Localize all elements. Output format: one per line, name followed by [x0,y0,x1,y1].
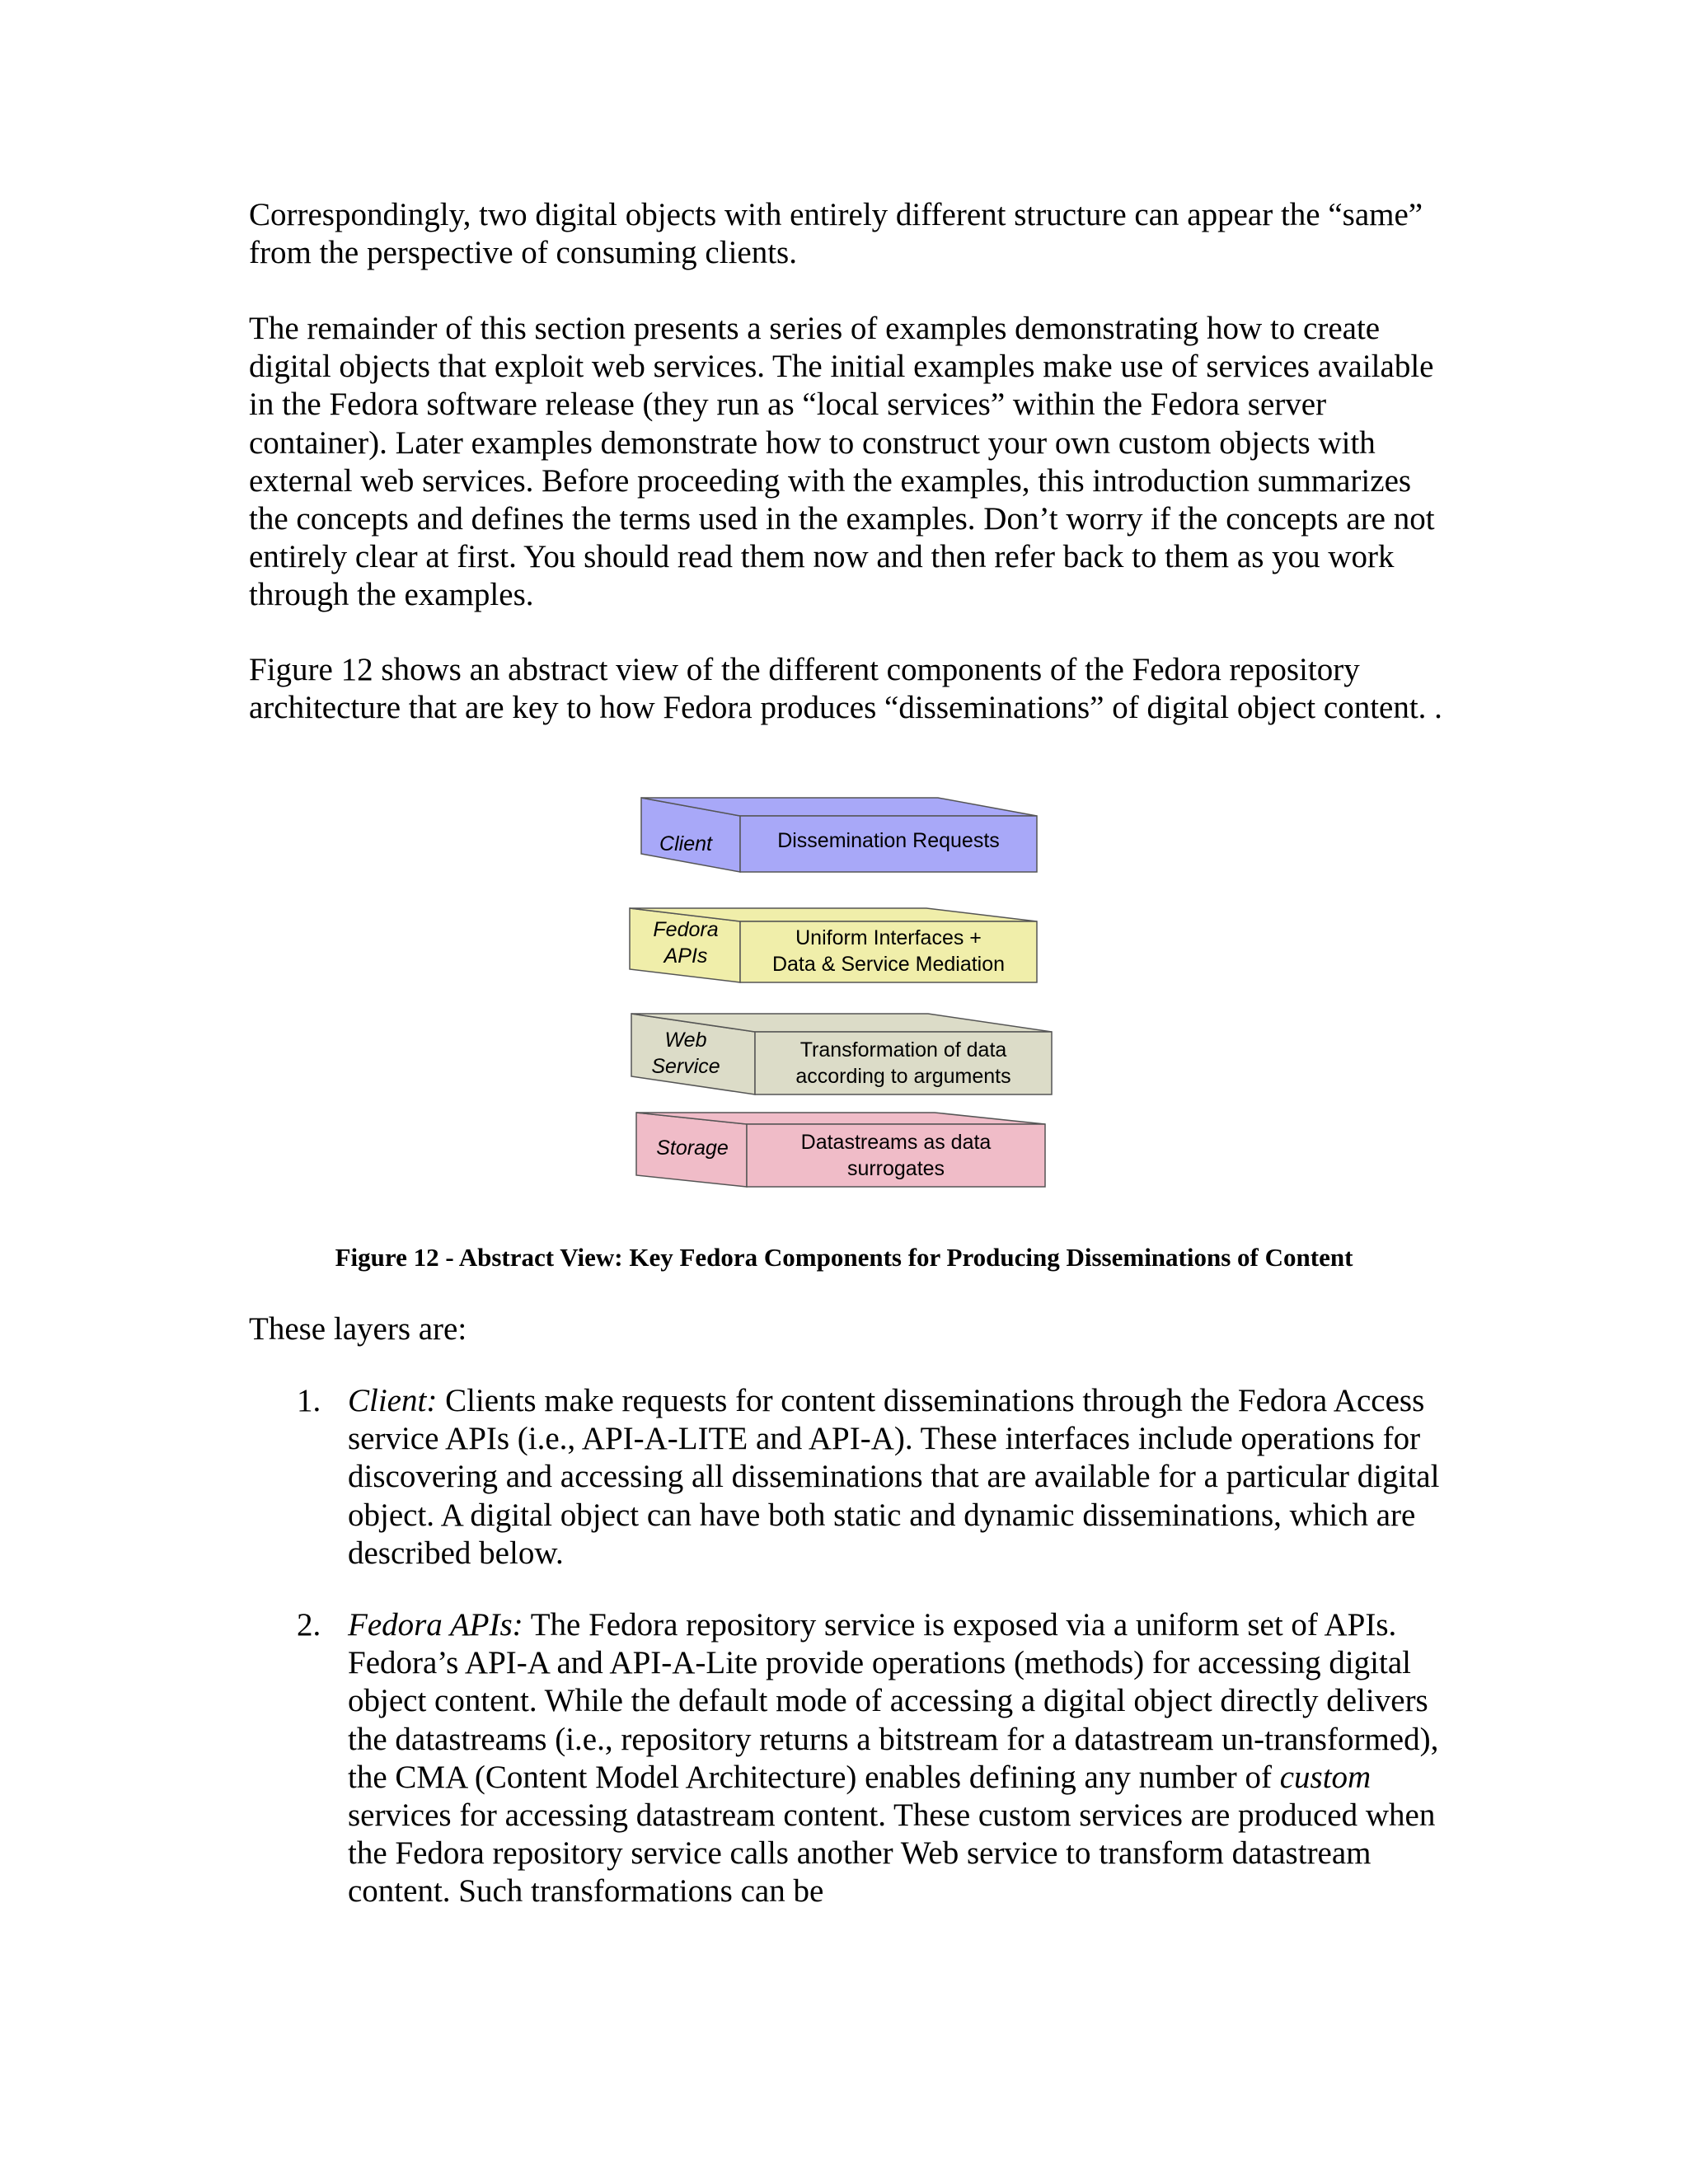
layer-fedora-apis-main-label-2: Data & Service Mediation [771,953,1006,976]
layer-web-service-side-label-1: Web [664,1029,707,1052]
list-number: 2. [297,1607,321,1643]
layer-web-service-main-label-2: according to arguments [795,1065,1011,1088]
list-item-text: The Fedora repository service is exposed via a uniform set of APIs. Fedora’s API-A and API-A-Lite provide operations (methods) for accessing digital object content. While the default mode of accessing a digital object directly delivers the datastreams (i.e., repository returns a bitstream for a datastream un-transformed), the CMA (Content Model Architecture) enables defining any number of [348,1607,1439,1795]
list-item-text-continued: services for accessing datastream content. These custom services are produced when the Fedora repository service calls another Web service to transform datastream content. Such transformations can be [348,1797,1436,1910]
list-item-label: Client: [348,1383,438,1418]
list-item-body [348,1382,1452,1572]
list-item-label: Fedora APIs: [348,1607,523,1643]
layer-fedora-apis-side-label-1: Fedora [653,918,719,941]
figure-caption: Figure 12 - Abstract View: Key Fedora Components for Producing Disseminations of Content [335,1243,1353,1272]
layer-storage-main-label-1: Datastreams as data [800,1131,992,1154]
list-number: 1. [297,1383,321,1418]
paragraph-figure-reference: Figure 12 shows an abstract view of the different components of the Fedora repository architecture that are key to how Fedora produces “disseminations” of digital object content. . [249,652,1442,726]
layer-web-service [631,1014,1052,1094]
layer-web-service-main-label-1: Transformation of data [799,1038,1007,1062]
paragraph-remainder: The remainder of this section presents a series of examples demonstrating how to create digital objects that exploit web services. The initial examples make use of services available in the Fedora software release (they run as “local services” within the Fedora server container). Later examples demonstrate how to construct your own custom objects with external web services. Before proceeding with the examples, this introduction summarizes the concepts and defines the terms used in the examples. Don’t worry if the concepts are not entirely clear at first. You should read them now and then refer back to them as you work through the examples. [249,311,1435,613]
layer-storage-main-label-2: surrogates [846,1157,945,1180]
layer-web-service-side-label-2: Service [651,1055,720,1078]
layer-fedora-apis-main-label-1: Uniform Interfaces + [795,926,982,949]
layer-storage [636,1113,1045,1187]
list-item-body [348,1606,1452,1911]
layer-storage-side-label: Storage [656,1137,729,1160]
paragraph-intro: Correspondingly, two digital objects with entirely different structure can appear the “same” from the perspective of consuming clients. [249,197,1423,271]
layer-fedora-apis [630,908,1037,982]
layers-intro: These layers are: [249,1311,467,1347]
layer-client-side-label: Client [659,832,712,855]
layer-fedora-apis-side-label-2: APIs [663,944,708,968]
layer-client [641,798,1037,872]
list-item-text: Clients make requests for content disseminations through the Fedora Access service APIs (i.e., API-A-LITE and API-A). These interfaces include operations for discovering and accessing all disseminations that are available for a particular digital object. A digital object can have both static and dynamic disseminations, which are described below. [348,1383,1440,1571]
layer-client-main-label: Dissemination Requests [777,829,1000,852]
list-item-emphasis: custom [1279,1759,1372,1795]
